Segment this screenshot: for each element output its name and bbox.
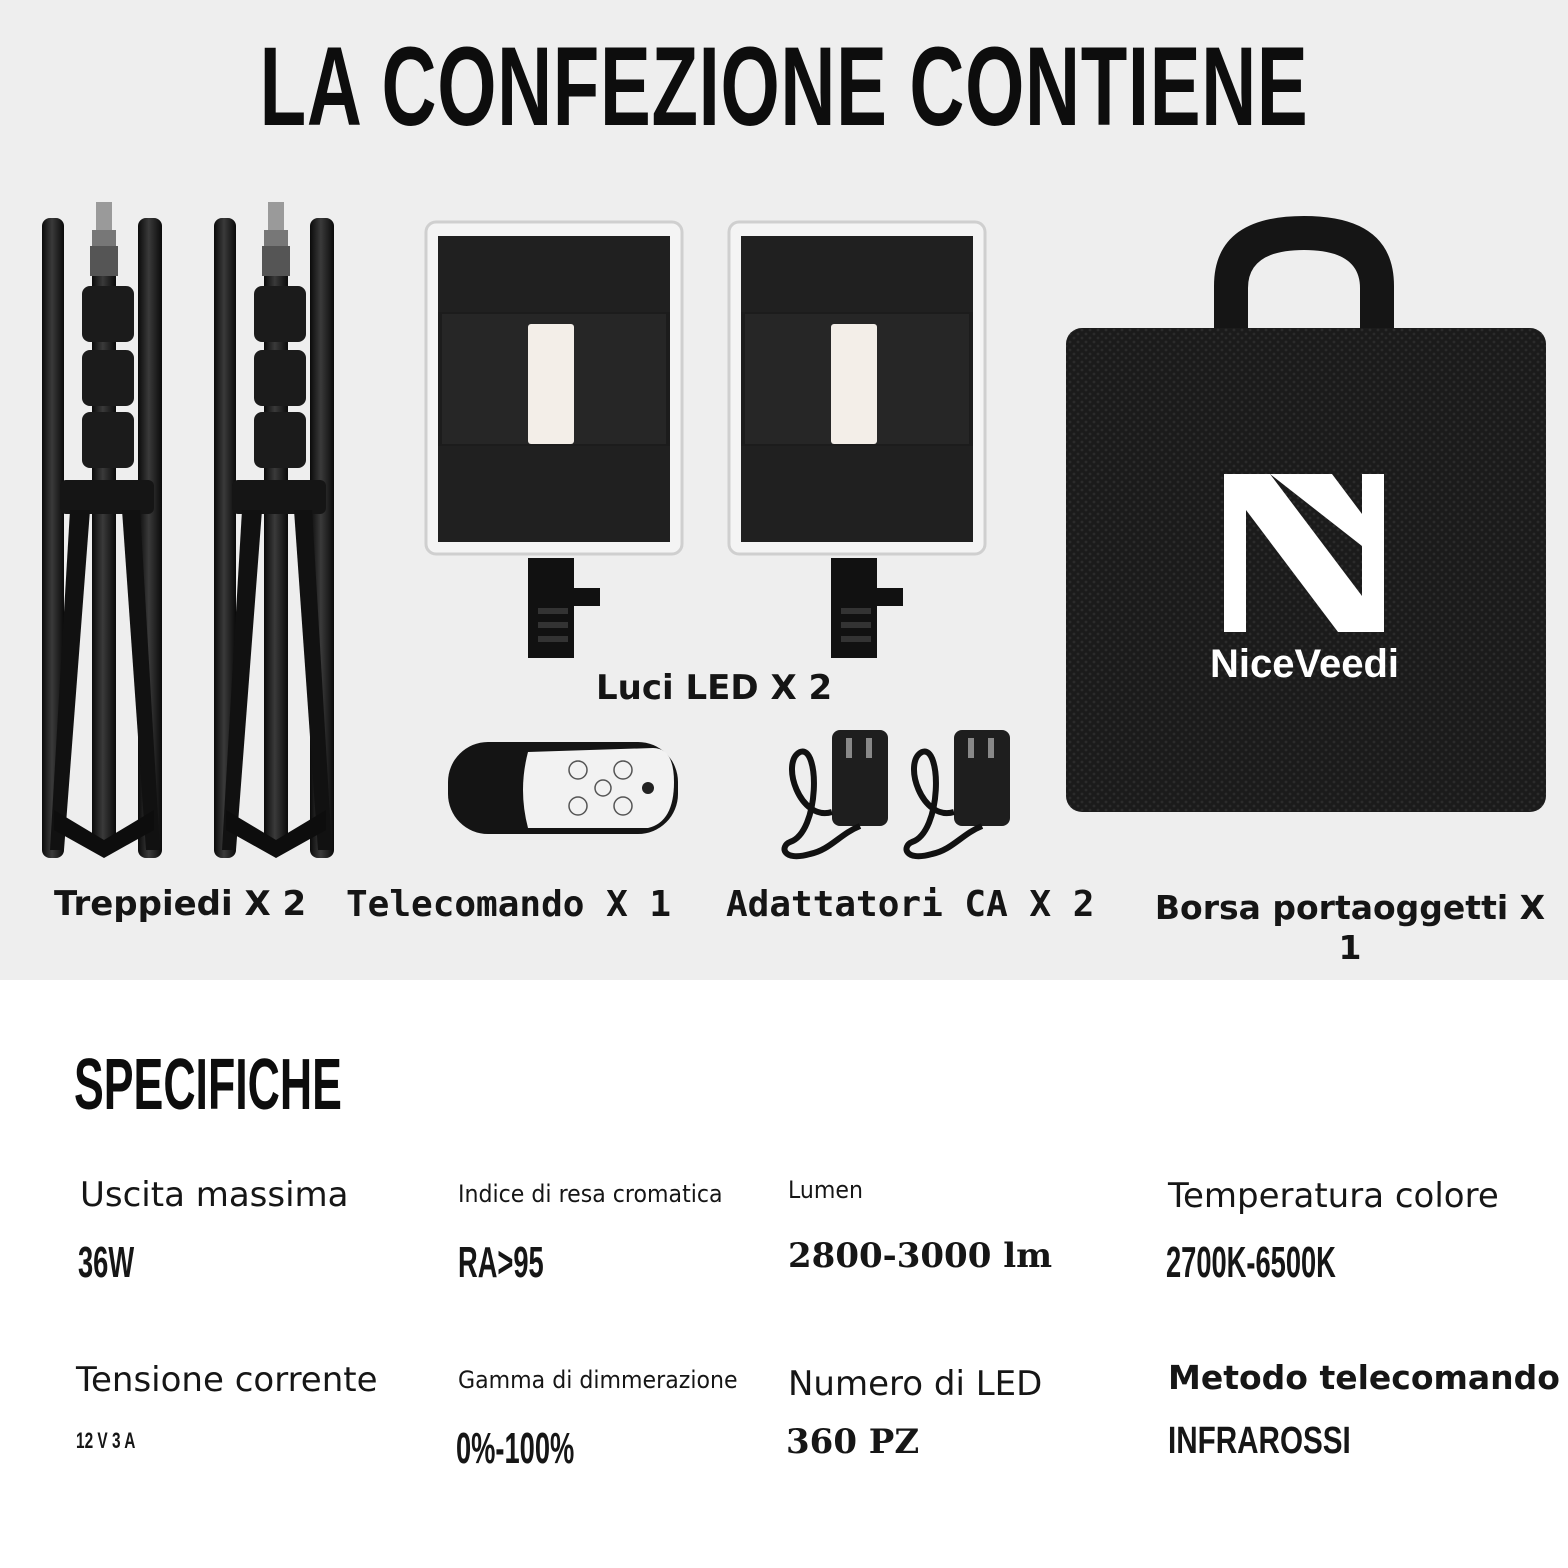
led-light-image: [424, 218, 988, 668]
spec-label-remote-method: Metodo telecomando: [1168, 1358, 1560, 1397]
spec-value-voltage: 12 V 3 A: [76, 1428, 136, 1453]
spec-value-max-output: 36W: [78, 1238, 135, 1287]
storage-bag-image: [1064, 216, 1548, 814]
ac-adapter-image: [770, 722, 1022, 872]
adapters-caption: Adattatori CA X 2: [726, 884, 1095, 925]
spec-value-dimming: 0%-100%: [456, 1424, 575, 1473]
spec-value-remote-method: INFRAROSSI: [1168, 1420, 1351, 1462]
spec-label-led-count: Numero di LED: [788, 1364, 1043, 1404]
spec-value-lumen: 2800-3000 lm: [788, 1236, 1053, 1276]
spec-label-color-temp: Temperatura colore: [1168, 1176, 1499, 1216]
bag-caption: Borsa portaoggetti X 1: [1154, 888, 1546, 967]
spec-label-cri: Indice di resa cromatica: [458, 1180, 723, 1208]
spec-label-dimming: Gamma di dimmerazione: [458, 1366, 738, 1394]
page-title: LA CONFEZIONE CONTIENE: [259, 24, 1309, 149]
remote-control-image: [448, 742, 678, 834]
specs-title: SPECIFICHE: [74, 1045, 342, 1125]
spec-value-led-count: 360 PZ: [786, 1422, 920, 1462]
spec-label-max-output: Uscita massima: [80, 1175, 349, 1215]
spec-value-cri: RA>95: [458, 1238, 544, 1287]
tripods-caption: Treppiedi X 2: [54, 884, 307, 924]
brand-name: NiceVeedi: [1210, 642, 1400, 686]
led-lights-caption: Luci LED X 2: [596, 668, 833, 708]
spec-value-color-temp: 2700K-6500K: [1166, 1238, 1336, 1287]
remote-caption: Telecomando X 1: [346, 884, 672, 925]
spec-label-voltage: Tensione corrente: [76, 1360, 378, 1400]
spec-label-lumen: Lumen: [788, 1176, 863, 1204]
tripod-image: [30, 190, 360, 870]
